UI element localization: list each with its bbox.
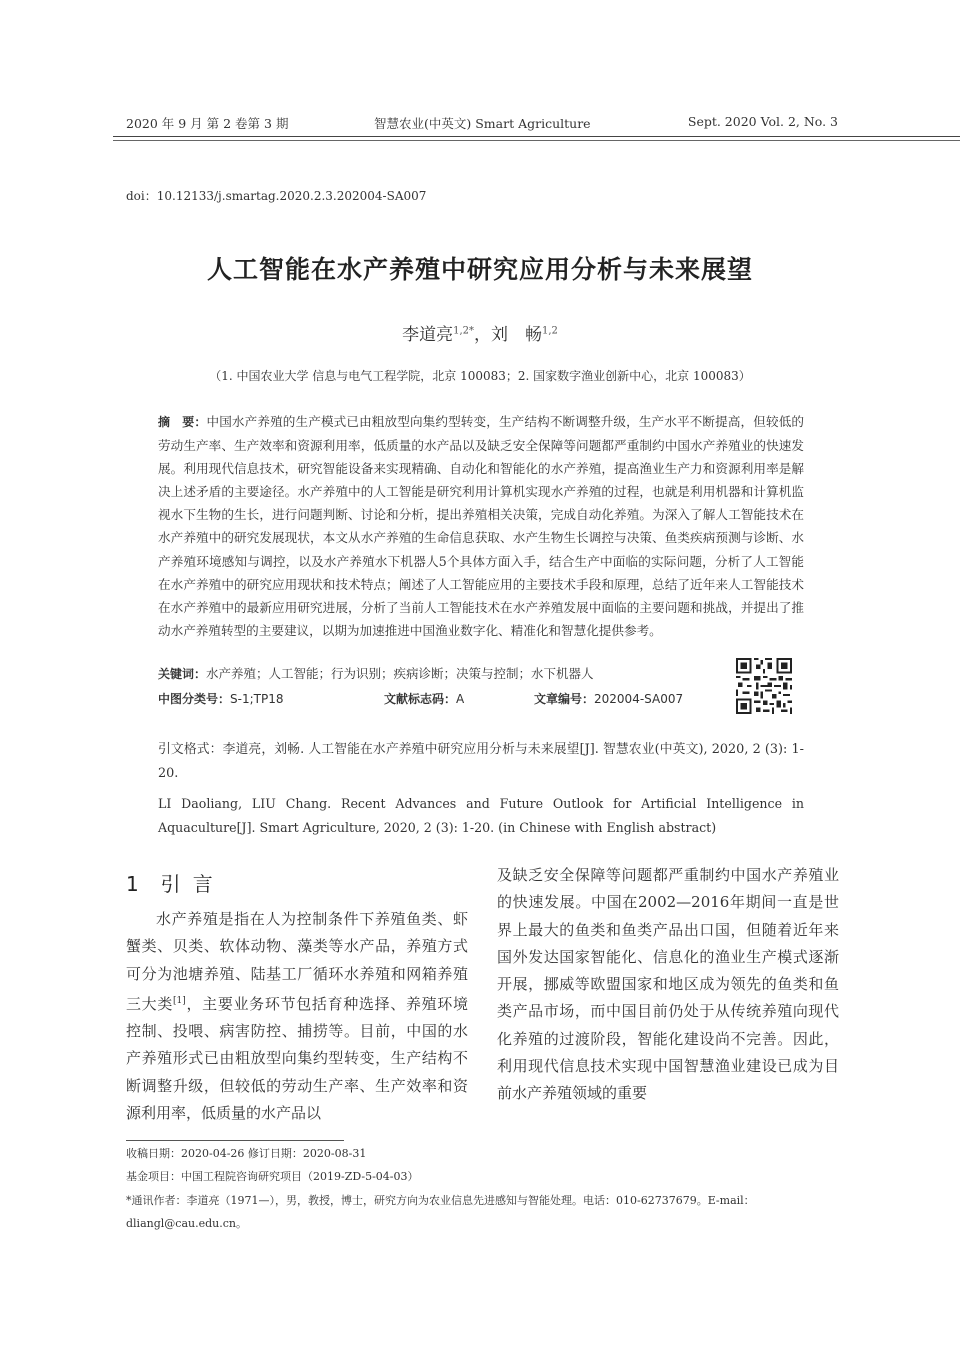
- body-column-left: 水产养殖是指在人为控制条件下养殖鱼类、虾蟹类、贝类、软体动物、藻类等水产品，养殖方式可分为池塘养殖、陆基工厂循环水养殖和网箱养殖三大类[1]，主要业务环节包括育种选择、养殖环境控制、投喂、病害防控、捕捞等。目前，中国的水产养殖形式已由粗放型向集约型转变，生产结构不断调整升级，但较低的劳动生产率、生产效率和资源利用率，低质量的水产品以: [126, 910, 468, 1123]
- affiliations: （1. 中国农业大学 信息与电气工程学院，北京 100083；2. 国家数字渔业创新中心，北京 100083）: [209, 369, 751, 383]
- footnote-dates: 收稿日期：2020-04-26 修订日期：2020-08-31: [126, 1147, 367, 1160]
- author-name: 李道亮: [402, 325, 454, 345]
- author-line: [0, 320, 960, 345]
- footnote-rule: [126, 1140, 344, 1141]
- header-rule: [113, 136, 960, 137]
- doi: doi：10.12133/j.smartag.2020.2.3.202004-SA007: [126, 189, 427, 203]
- citation-zh: 引文格式：李道亮，刘畅. 人工智能在水产养殖中研究应用分析与未来展望[J]. 智慧农业(中英文), 2020, 2 (3): 1-20.: [158, 742, 804, 781]
- citation-en: LI Daoliang, LIU Chang. Recent Advances and Future Outlook for Artificial Intelligence in Aquaculture[J]. Smart Agriculture, 2020, 2 (3): 1-20. (in Chinese with English abstract): [158, 796, 804, 835]
- classification-row: [158, 690, 718, 710]
- qr-code-icon: [736, 658, 792, 714]
- section-number: 1: [126, 872, 142, 896]
- reference-marker[interactable]: [1]: [173, 995, 186, 1006]
- header-rule-thin: [113, 140, 960, 141]
- abstract-label: 摘 要：: [158, 415, 207, 429]
- header-journal: 智慧农业(中英文) Smart Agriculture: [374, 116, 591, 131]
- paper-title: 人工智能在水产养殖中研究应用分析与未来展望: [206, 255, 753, 284]
- footnote-corresponding: *通讯作者：李道亮（1971—），男，教授，博士，研究方向为农业信息先进感知与智能处理。电话：010-62737679。E-mail：: [126, 1194, 755, 1207]
- author-separator: ，: [474, 325, 491, 345]
- abstract: [158, 410, 804, 642]
- keywords: [158, 664, 718, 682]
- body-column-right: 及缺乏安全保障等问题都严重制约中国水产养殖业的快速发展。中国在2002—2016年期间一直是世界上最大的鱼类和鱼类产品出口国，但随着近年来国外发达国家智能化、信息化的渔业生产模式逐渐开展，挪威等欧盟国家和地区成为领先的鱼类和鱼类产品市场，而中国目前仍处于从传统养殖向现代化养殖的过渡阶段，智能化建设尚不完善。因此，利用现代信息技术实现中国智慧渔业建设已成为目前水产养殖领域的重要: [497, 866, 839, 1103]
- document-code: 文献标志码：A: [384, 692, 465, 706]
- footnote-email[interactable]: dliangl@cau.edu.cn。: [126, 1217, 247, 1230]
- author-affil-sup: 1,2*: [453, 325, 474, 337]
- article-number: 文章编号：202004-SA007: [534, 692, 684, 706]
- author-affil-sup: 1,2: [542, 325, 558, 337]
- section-heading: [126, 868, 216, 897]
- header-issue: 2020 年 9 月 第 2 卷第 3 期: [126, 116, 289, 131]
- keywords-label: 关键词：: [158, 667, 207, 681]
- author-name: 刘 畅: [491, 325, 542, 345]
- keywords-text: 水产养殖；人工智能；行为识别；疾病诊断；决策与控制；水下机器人: [206, 666, 594, 681]
- footnote-funding: 基金项目：中国工程院咨询研究项目（2019-ZD-5-04-03）: [126, 1170, 419, 1183]
- section-title: 引 言: [160, 872, 216, 896]
- clc-number: 中图分类号：S-1;TP18: [158, 692, 284, 706]
- running-header: [126, 114, 838, 134]
- header-volume: Sept. 2020 Vol. 2, No. 3: [687, 114, 838, 129]
- abstract-text: 中国水产养殖的生产模式已由粗放型向集约型转变，生产结构不断调整升级，生产水平不断提高，但较低的劳动生产率、生产效率和资源利用率，低质量的水产品以及缺乏安全保障等问题都严重制约中国水产养殖业的快速发展。利用现代信息技术，研究智能设备来实现精确、自动化和智能化的水产养殖，提高渔业生产力和资源利用率是解决上述矛盾的主要途径。水产养殖中的人工智能是研究利用计算机实现水产养殖的过程，也就是利用机器和计算机监视水下生物的生长，进行问题判断、讨论和分析，提出养殖相关决策，完成自动化养殖。为深入了解人工智能技术在水产养殖中的研究发展现状，本文从水产养殖的生命信息获取、水产生物生长调控与决策、鱼类疾病预测与诊断、水产养殖环境感知与调控，以及水产养殖水下机器人5个具体方面入手，结合生产中面临的实际问题，分析了人工智能在水产养殖中的研究应用现状和技术特点；阐述了人工智能应用的主要技术手段和原理，总结了近年来人工智能技术在水产养殖中的最新应用研究进展，分析了当前人工智能技术在水产养殖发展中面临的主要问题和挑战，并提出了推动水产养殖转型的主要建议，以期为加速推进中国渔业数字化、精准化和智慧化提供参考。: [158, 414, 804, 638]
